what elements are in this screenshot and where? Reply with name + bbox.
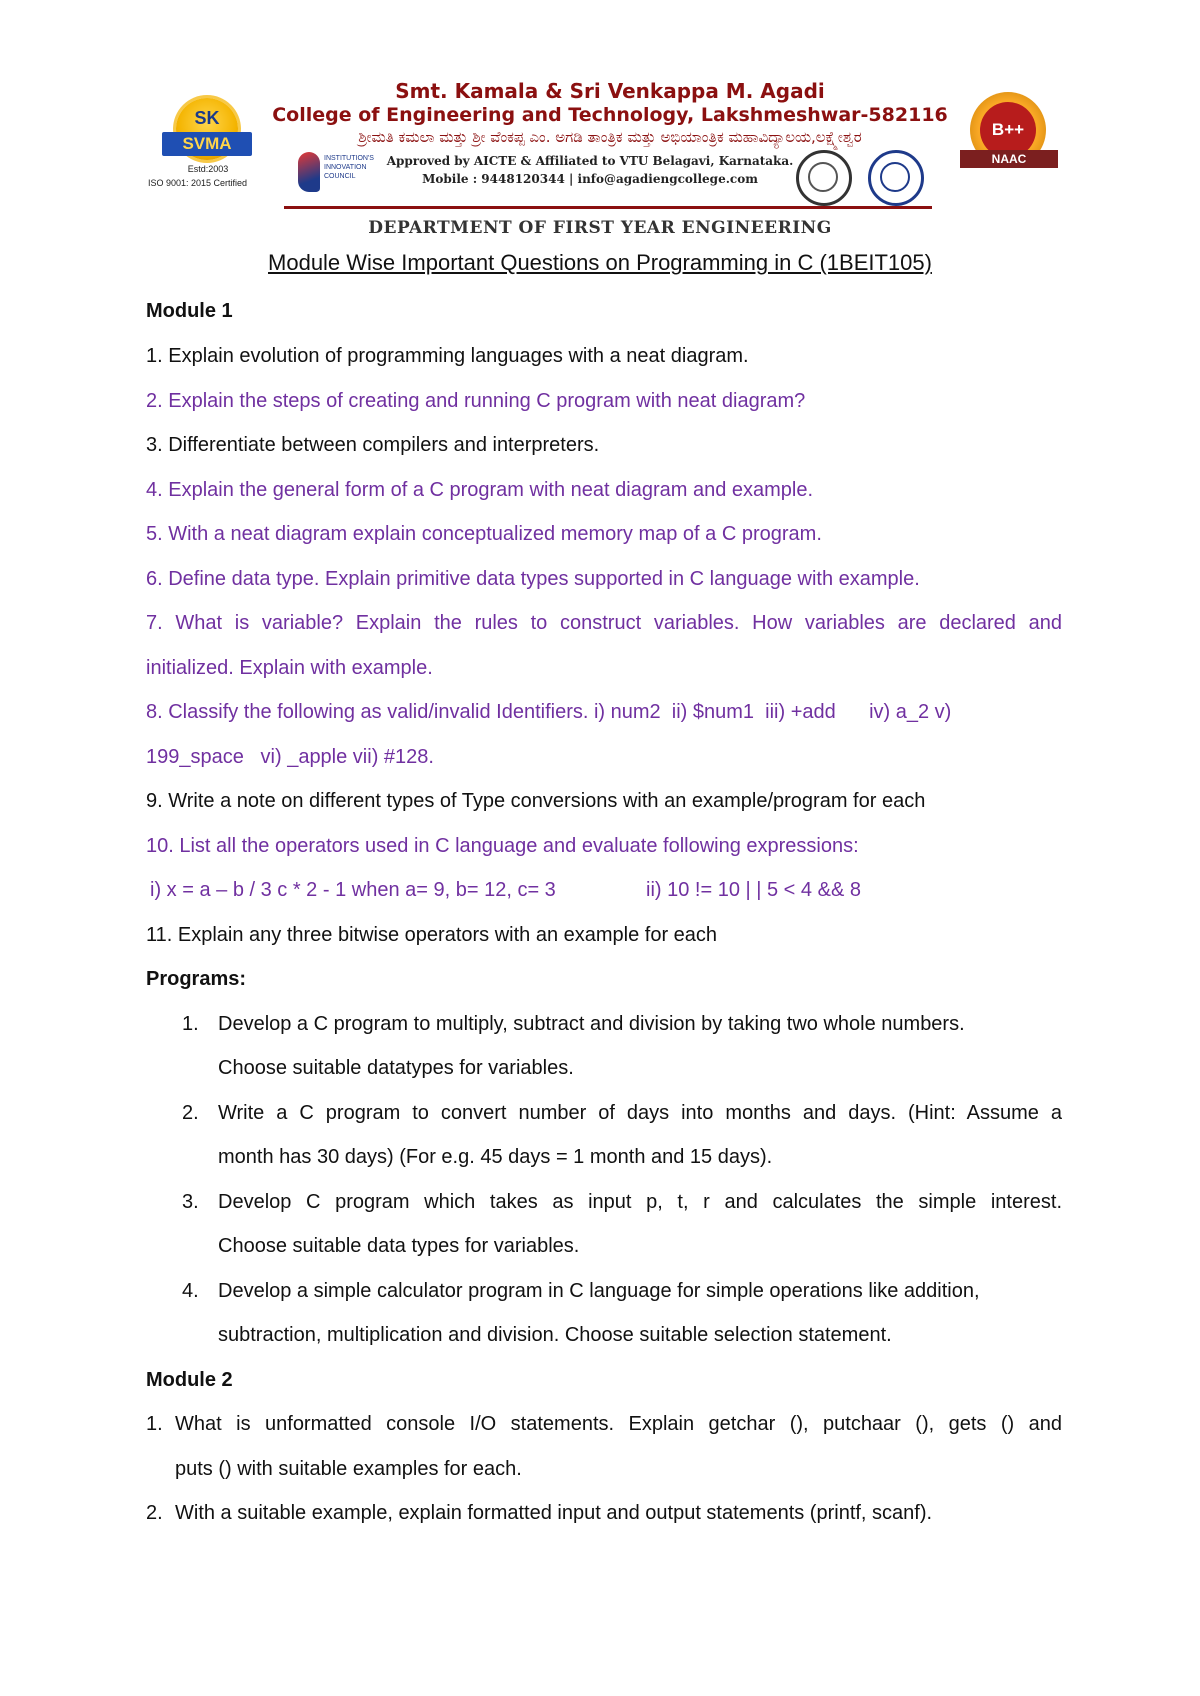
contact-text: Mobile : 9448120344 | info@agadiengcollege.com [422, 172, 758, 186]
program-2-line1: Write a C program to convert number of days into months and days. (Hint: Assume a [218, 1102, 1062, 1124]
naac-label: NAAC [960, 150, 1058, 168]
college-name-line1: Smt. Kamala & Sri Venkappa M. Agadi [395, 79, 825, 103]
module2-question-1-line1: What is unformatted console I/O statements. Explain getchar (), putchaar (), gets () and [175, 1413, 1062, 1435]
module2-question-1-number: 1. [146, 1413, 163, 1435]
university-seal-icon [868, 150, 924, 206]
module1-question-7-line1: 7. What is variable? Explain the rules to construct variables. How variables are declared and [146, 612, 1062, 634]
naac-grade: B++ [991, 120, 1025, 139]
program-2-line2: month has 30 days) (For e.g. 45 days = 1 month and 15 days). [218, 1146, 773, 1168]
module1-question-8-line2: 199_space vi) _apple vii) #128. [146, 746, 434, 768]
program-4-line1: Develop a simple calculator program in C language for simple operations like addition, [218, 1280, 980, 1302]
module1-question-4: 4. Explain the general form of a C program with neat diagram and example. [146, 479, 814, 501]
module2-question-2-line1: With a suitable example, explain formatted input and output statements (printf, scanf). [175, 1502, 933, 1524]
approval-text: Approved by AICTE & Affiliated to VTU Belagavi, Karnataka. [386, 154, 794, 168]
approval-block [380, 152, 800, 188]
logo-iso-cert: ISO 9001: 2015 Certified [148, 178, 248, 188]
program-1-line2: Choose suitable datatypes for variables. [218, 1057, 574, 1079]
letterhead [0, 0, 1200, 275]
header-divider [284, 206, 932, 209]
program-3-number: 3. [182, 1191, 199, 1213]
college-logo [148, 88, 268, 198]
module1-question-10-line1: 10. List all the operators used in C language and evaluate following expressions: [146, 835, 859, 857]
naac-badge [960, 92, 1058, 178]
module1-question-6: 6. Define data type. Explain primitive data types supported in C language with example. [146, 568, 920, 590]
iic-label: INSTITUTION'S INNOVATION COUNCIL [324, 155, 374, 180]
module1-question-2: 2. Explain the steps of creating and running C program with neat diagram? [146, 390, 806, 412]
logo-sk-text: SK [194, 108, 220, 128]
module2-question-2-number: 2. [146, 1502, 163, 1524]
program-4-line2: subtraction, multiplication and division. Choose suitable selection statement. [218, 1324, 892, 1346]
module1-question-11: 11. Explain any three bitwise operators with an example for each [146, 924, 718, 946]
logo-svma-text: SVMA [162, 132, 252, 156]
module2-heading: Module 2 [146, 1369, 233, 1391]
programs-heading: Programs: [146, 968, 247, 990]
module1-question-3: 3. Differentiate between compilers and interpreters. [146, 434, 600, 456]
college-name-line2: College of Engineering and Technology, Lakshmeshwar-582116 [272, 104, 948, 126]
module1-question-8-line1: 8. Classify the following as valid/invalid Identifiers. i) num2 ii) $num1 iii) +add iv) a_2 v) [146, 701, 952, 723]
module1-question-10-expr-ii: ii) 10 != 10 | | 5 < 4 && 8 [646, 879, 861, 901]
module1-question-7-line2: initialized. Explain with example. [146, 657, 433, 679]
department-name: DEPARTMENT OF FIRST YEAR ENGINEERING [368, 218, 832, 238]
module2-question-1-line2: puts () with suitable examples for each. [175, 1458, 522, 1480]
program-1-number: 1. [182, 1013, 199, 1035]
program-1-line1: Develop a C program to multiply, subtract and division by taking two whole numbers. [218, 1013, 965, 1035]
program-3-line1: Develop C program which takes as input p, t, r and calculates the simple interest. [218, 1191, 1062, 1213]
module1-question-5: 5. With a neat diagram explain conceptualized memory map of a C program. [146, 523, 822, 545]
logo-established: Estd:2003 [187, 164, 229, 174]
program-4-number: 4. [182, 1280, 199, 1302]
college-name-kannada: ಶ್ರೀಮತಿ ಕಮಲಾ ಮತ್ತು ಶ್ರೀ ವೆಂಕಪ್ಪ ಎಂ. ಅಗಡಿ ತಾಂತ್ರಿಕ ಮತ್ತು ಅಭಿಯಾಂತ್ರಿಕ ಮಹಾವಿದ್ಯಾಲಯ,ಲಕ್ಷ್ಮೇಶ್ವರ [358, 128, 862, 146]
module1-question-9: 9. Write a note on different types of Type conversions with an example/program for each [146, 790, 926, 812]
seal-emblem-icon [796, 150, 852, 206]
program-2-number: 2. [182, 1102, 199, 1124]
program-3-line2: Choose suitable data types for variables. [218, 1235, 580, 1257]
document-title: Module Wise Important Questions on Programming in C (1BEIT105) [268, 250, 932, 275]
iic-swirl-icon [298, 152, 320, 192]
module1-question-10-expr-i: i) x = a – b / 3 c * 2 - 1 when a= 9, b= 12, c= 3 [150, 879, 556, 901]
module1-heading: Module 1 [146, 300, 233, 322]
module1-question-1: 1. Explain evolution of programming languages with a neat diagram. [146, 345, 749, 367]
iic-logo [298, 152, 388, 196]
